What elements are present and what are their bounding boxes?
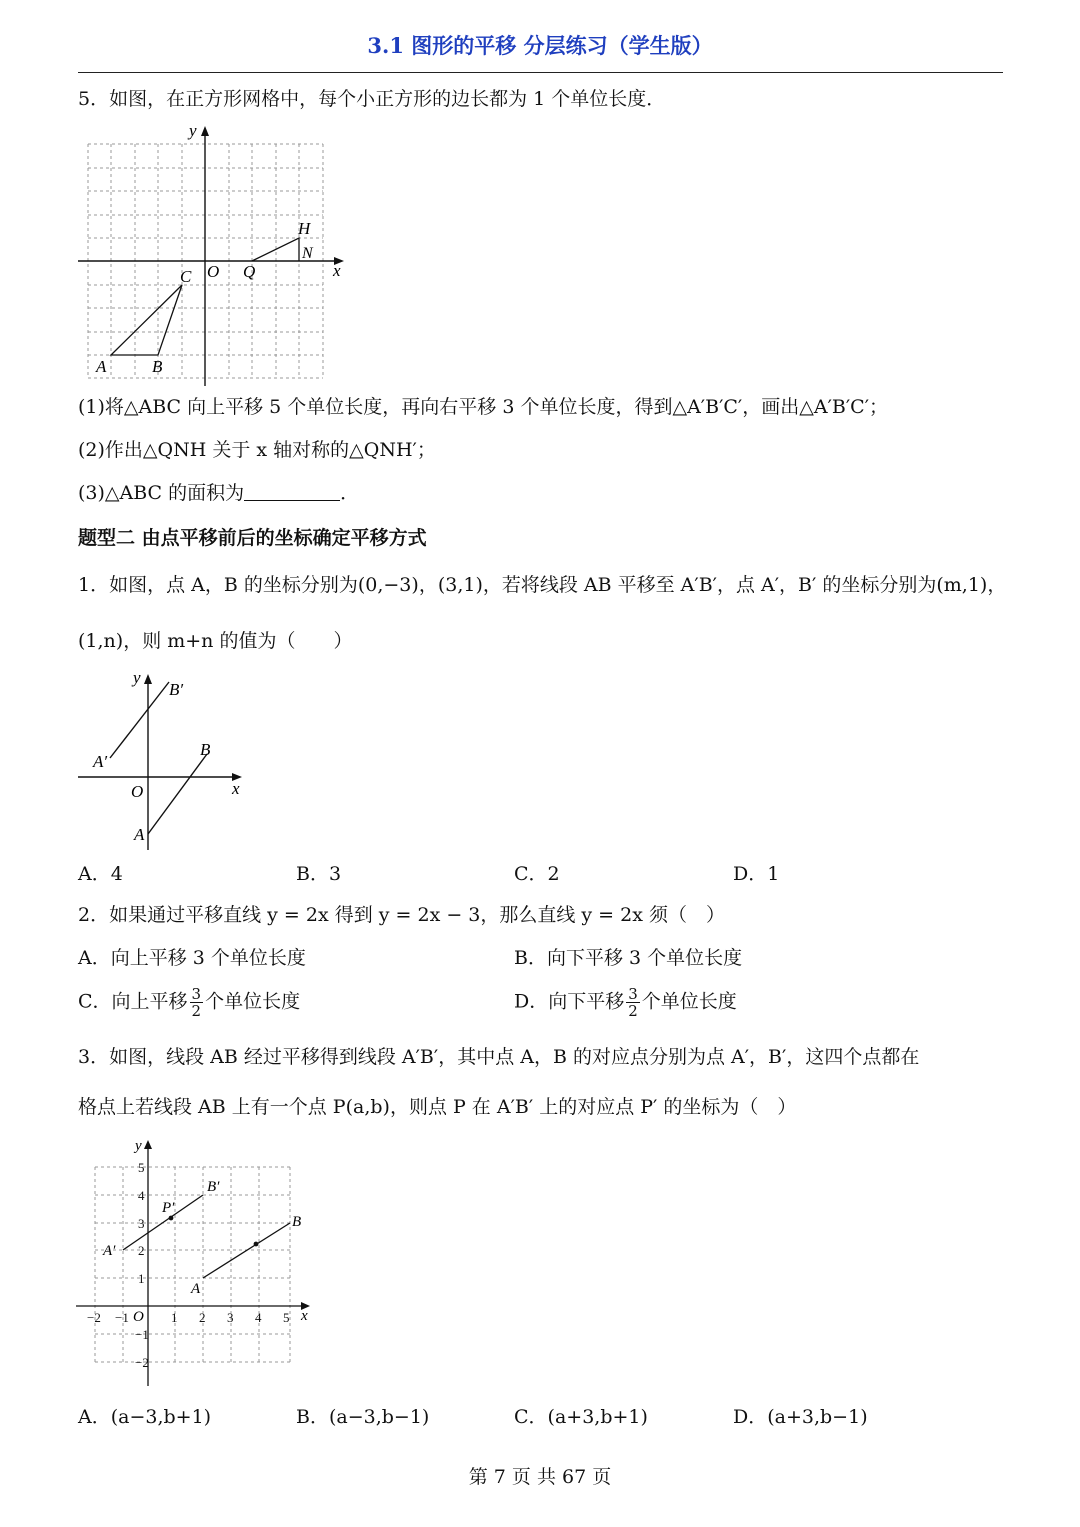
y-tick-label: −2 — [135, 1355, 149, 1370]
point-p1 — [169, 1216, 174, 1221]
q5-part-3-text: (3)△ABC 的面积为 — [78, 482, 245, 504]
point-b1-label: B′ — [169, 680, 184, 699]
t3-stem-line2: 格点上若线段 AB 上有一个点 P(a,b)，则点 P 在 A′B′ 上的对应点 P′ 的坐标为（ ） — [78, 1096, 797, 1118]
t3-option-a[interactable]: A．(a−3,b+1) — [78, 1406, 212, 1428]
q5-part-1: (1)将△ABC 向上平移 5 个单位长度，再向右平移 3 个单位长度，得到△A′B′C′，画出△A′B′C′； — [78, 396, 889, 418]
x-tick-label: −1 — [115, 1310, 129, 1325]
t1-option-a[interactable]: A．4 — [78, 863, 123, 885]
y-tick-label: 2 — [138, 1243, 145, 1258]
q5-stem: 5．如图，在正方形网格中，每个小正方形的边长都为 1 个单位长度． — [78, 88, 666, 110]
point-b1-label: B′ — [207, 1179, 220, 1195]
point-b-label: B — [152, 357, 163, 376]
t2-option-d-text: D．向下平移 — [514, 990, 625, 1013]
y-axis-arrow-icon — [201, 126, 209, 136]
point-a-label: A — [96, 357, 107, 376]
y-tick-label: 4 — [138, 1188, 145, 1203]
q5-part-3 — [78, 480, 359, 506]
t3-grid-figure — [72, 1134, 322, 1390]
point-a-label: A — [134, 825, 145, 844]
y-label: y — [135, 1138, 142, 1154]
y-axis-arrow-icon — [144, 1140, 152, 1149]
y-tick-label: 5 — [138, 1160, 145, 1175]
y-label: y — [133, 668, 141, 687]
t2-option-d[interactable] — [514, 986, 737, 1019]
t2-option-a[interactable]: A．向上平移 3 个单位长度 — [78, 947, 306, 969]
t2-stem: 2．如果通过平移直线 y = 2x 得到 y = 2x − 3，那么直线 y = 2x 须（ ） — [78, 904, 725, 926]
x-tick-label: 1 — [171, 1310, 178, 1325]
point-b-label: B — [292, 1214, 302, 1230]
y-tick-label: −1 — [135, 1327, 149, 1342]
fraction-denominator: 2 — [191, 1002, 202, 1020]
x-tick-label: 3 — [227, 1310, 234, 1325]
point-q-label: Q — [243, 262, 256, 281]
segment-ab — [148, 754, 207, 834]
page-header-title: 3.1 图形的平移 分层练习（学生版） — [367, 33, 713, 58]
t2-option-d-unit: 个单位长度 — [641, 990, 737, 1013]
fraction-numerator: 3 — [191, 985, 202, 1003]
triangle-abc — [111, 285, 182, 355]
y-label: y — [189, 121, 197, 140]
origin-label: O — [207, 262, 220, 281]
x-tick-label: 2 — [199, 1310, 206, 1325]
point-n-label: N — [302, 245, 313, 262]
x-tick-label: 4 — [255, 1310, 262, 1325]
y-axis-arrow-icon — [144, 674, 152, 684]
t1-option-b[interactable]: B．3 — [296, 863, 342, 885]
answer-blank[interactable] — [244, 482, 340, 501]
t1-option-d[interactable]: D．1 — [733, 863, 780, 885]
fraction — [190, 986, 204, 1019]
origin-label: O — [133, 1309, 144, 1325]
fraction — [626, 986, 640, 1019]
x-tick-label: 5 — [283, 1310, 290, 1325]
point-a1-label: A′ — [93, 752, 108, 771]
fraction-denominator: 2 — [628, 1002, 638, 1020]
q5-part-3-end: ． — [340, 482, 360, 504]
t1-figure — [76, 664, 256, 854]
point-b-label: B — [200, 740, 211, 759]
t2-option-c-text: C．向上平移 — [78, 990, 188, 1013]
point-h-label: H — [298, 219, 311, 238]
x-label: x — [333, 261, 341, 280]
page-footer: 第 7 页 共 67 页 — [468, 1466, 612, 1488]
t1-option-c[interactable]: C．2 — [514, 863, 560, 885]
t2-option-c-unit: 个单位长度 — [205, 990, 301, 1013]
t3-option-b[interactable]: B．(a−3,b−1) — [296, 1406, 430, 1428]
header-rule — [78, 72, 1003, 73]
t3-grid-lines — [95, 1167, 290, 1362]
fraction-numerator: 3 — [628, 985, 638, 1003]
segment-a1b1 — [110, 682, 169, 758]
y-tick-label: 3 — [138, 1216, 145, 1231]
t1-stem-line2: (1,n)，则 m+n 的值为（ ） — [78, 630, 353, 652]
point-p — [254, 1242, 259, 1247]
q5-part-2: (2)作出△QNH 关于 x 轴对称的△QNH′； — [78, 439, 436, 461]
t3-option-c[interactable]: C．(a+3,b+1) — [514, 1406, 648, 1428]
t1-stem-line1: 1．如图，点 A，B 的坐标分别为(0,−3)，(3,1)，若将线段 AB 平移至 A′B′，点 A′，B′ 的坐标分别为(m,1)， — [78, 574, 1007, 596]
x-label: x — [232, 779, 240, 798]
origin-label: O — [131, 782, 144, 801]
t3-option-d[interactable]: D．(a+3,b−1) — [733, 1406, 868, 1428]
t3-stem-line1: 3．如图，线段 AB 经过平移得到线段 A′B′，其中点 A，B 的对应点分别为点 A′，B′，这四个点都在 — [78, 1046, 920, 1068]
section-title: 题型二 由点平移前后的坐标确定平移方式 — [78, 527, 427, 549]
y-tick-label: 1 — [138, 1271, 145, 1286]
point-a1-label: A′ — [103, 1243, 116, 1259]
point-p1-label: P′ — [162, 1200, 175, 1216]
x-tick-label: −2 — [87, 1310, 101, 1325]
t2-option-c[interactable] — [78, 986, 300, 1019]
x-label: x — [301, 1308, 308, 1324]
point-a-label: A — [191, 1281, 201, 1297]
q5-grid-figure — [76, 118, 356, 390]
point-c-label: C — [180, 267, 192, 286]
t2-option-b[interactable]: B．向下平移 3 个单位长度 — [514, 947, 743, 969]
